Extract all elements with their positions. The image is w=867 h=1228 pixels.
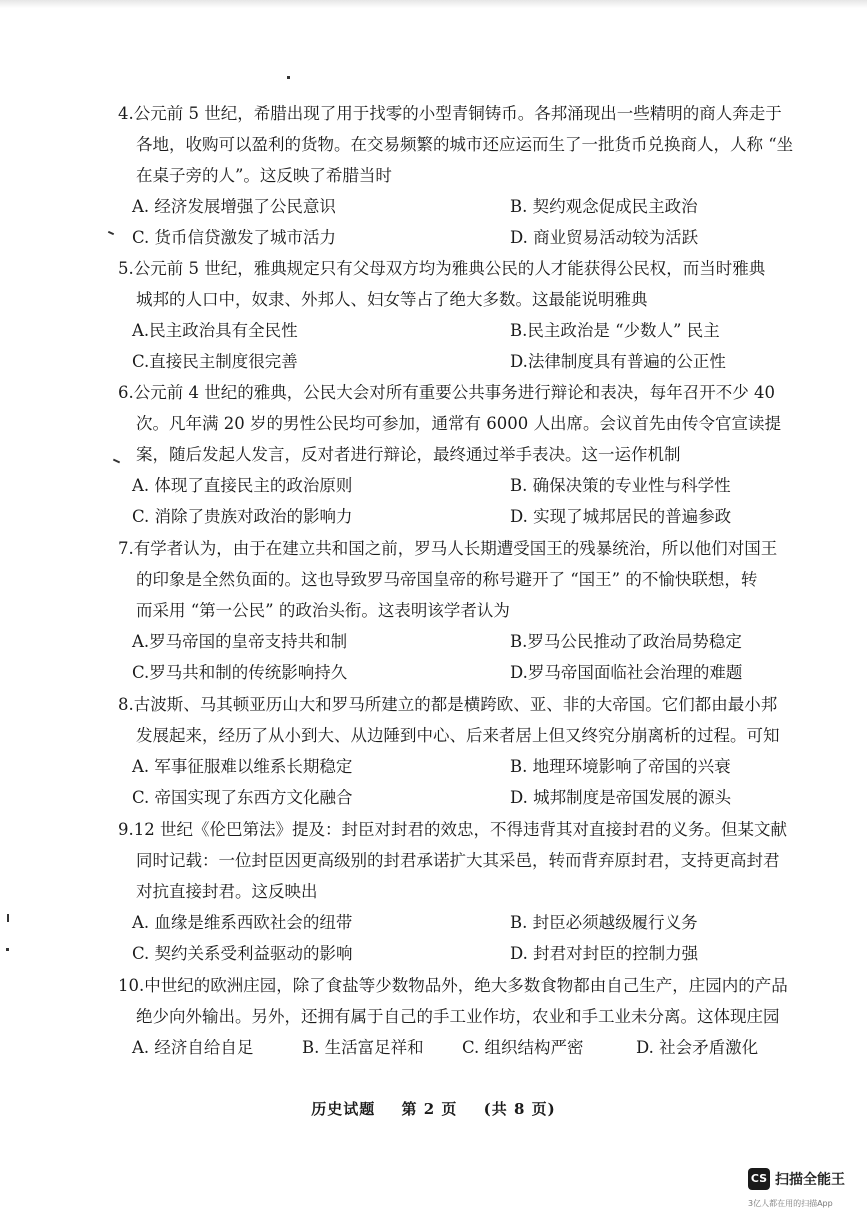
question-stem-line: 同时记载：一位封臣因更高级别的封君承诺扩大其采邑，转而背弃原封君，支持更高封君	[136, 851, 780, 870]
question-4	[118, 98, 798, 253]
options-row	[118, 907, 798, 938]
question-10	[118, 970, 798, 1063]
option-c: C. 组织结构严密	[462, 1038, 584, 1057]
option-a: A.罗马帝国的皇帝支持共和制	[132, 632, 348, 651]
options-row	[118, 191, 798, 222]
question-stem-line: 而采用 “第一公民” 的政治头衔。这表明该学者认为	[136, 601, 510, 620]
scan-edge	[0, 0, 867, 8]
question-7	[118, 533, 798, 688]
options-row	[118, 470, 798, 501]
option-a: A. 经济自给自足	[132, 1038, 254, 1057]
page-footer	[0, 1098, 867, 1119]
question-stem-line: 7.有学者认为，由于在建立共和国之前，罗马人长期遭受国王的残暴统治，所以他们对国王	[118, 539, 778, 558]
footer-page-number: 第 2 页	[401, 1100, 458, 1118]
option-a: A. 血缘是维系西欧社会的纽带	[132, 913, 353, 932]
option-a: A. 经济发展增强了公民意识	[132, 197, 336, 216]
question-stem-line: 次。凡年满 20 岁的男性公民均可参加，通常有 6000 人出席。会议首先由传令官宣读提	[136, 414, 781, 433]
question-stem-line: 8.古波斯、马其顿亚历山大和罗马所建立的都是横跨欧、亚、非的大帝国。它们都由最小邦	[118, 695, 778, 714]
option-d: D.法律制度具有普遍的公正性	[510, 352, 726, 371]
options-row	[118, 938, 798, 969]
option-d: D.罗马帝国面临社会治理的难题	[510, 663, 743, 682]
options-row	[118, 1032, 798, 1063]
question-stem-line: 各地，收购可以盈利的货物。在交易频繁的城市还应运而生了一批货币兑换商人，人称 “坐	[136, 135, 794, 154]
options-row	[118, 782, 798, 813]
option-b: B. 地理环境影响了帝国的兴衰	[510, 757, 731, 776]
footer-subject: 历史试题	[311, 1100, 376, 1118]
scan-speck	[7, 914, 9, 922]
option-b: B.民主政治是 “少数人” 民主	[510, 321, 720, 340]
option-c: C. 契约关系受利益驱动的影响	[132, 944, 353, 963]
option-c: C.罗马共和制的传统影响持久	[132, 663, 348, 682]
question-8	[118, 689, 798, 813]
question-stem-line: 在桌子旁的人”。这反映了希腊当时	[136, 166, 392, 185]
question-stem-line: 城邦的人口中，奴隶、外邦人、妇女等占了绝大多数。这最能说明雅典	[136, 290, 648, 309]
question-stem-line: 10.中世纪的欧洲庄园，除了食盐等少数物品外，绝大多数食物都由自己生产，庄园内的产品	[118, 976, 788, 995]
options-row	[118, 751, 798, 782]
scanner-tagline: 3亿人都在用的扫描App	[748, 1199, 833, 1208]
option-b: B. 契约观念促成民主政治	[510, 197, 698, 216]
question-stem-line: 4.公元前 5 世纪，希腊出现了用于找零的小型青铜铸币。各邦涌现出一些精明的商人奔走于	[118, 104, 782, 123]
options-row	[118, 501, 798, 532]
options-row	[118, 626, 798, 657]
option-d: D. 城邦制度是帝国发展的源头	[510, 788, 732, 807]
scan-speck	[287, 76, 290, 79]
scanner-watermark	[748, 1168, 858, 1218]
option-b: B. 生活富足祥和	[302, 1038, 424, 1057]
question-stem-line: 案，随后发起人发言，反对者进行辩论，最终通过举手表决。这一运作机制	[136, 445, 681, 464]
option-d: D. 封君对封臣的控制力强	[510, 944, 699, 963]
question-6	[118, 377, 798, 532]
question-stem-line: 5.公元前 5 世纪，雅典规定只有父母双方均为雅典公民的人才能获得公民权，而当时雅典	[118, 259, 766, 278]
question-stem-line: 6.公元前 4 世纪的雅典，公民大会对所有重要公共事务进行辩论和表决，每年召开不少 40	[118, 383, 775, 402]
option-a: A. 军事征服难以维系长期稳定	[132, 757, 353, 776]
question-stem-line: 9.12 世纪《伦巴第法》提及：封臣对封君的效忠，不得违背其对直接封君的义务。但某文献	[118, 820, 787, 839]
camscanner-logo-icon: CS	[748, 1168, 770, 1190]
pen-mark	[108, 231, 114, 235]
option-d: D. 实现了城邦居民的普遍参政	[510, 507, 732, 526]
option-c: C. 帝国实现了东西方文化融合	[132, 788, 353, 807]
option-d: D. 商业贸易活动较为活跃	[510, 228, 699, 247]
question-5	[118, 253, 798, 377]
question-stem-line: 发展起来，经历了从小到大、从边陲到中心、后来者居上但又终究分崩离析的过程。可知	[136, 726, 780, 745]
options-row	[118, 315, 798, 346]
option-b: B. 确保决策的专业性与科学性	[510, 476, 731, 495]
options-row	[118, 346, 798, 377]
option-a: A. 体现了直接民主的政治原则	[132, 476, 353, 495]
option-c: C. 货币信贷激发了城市活力	[132, 228, 337, 247]
footer-total-pages: (共 8 页)	[483, 1100, 556, 1118]
option-d: D. 社会矛盾激化	[636, 1038, 759, 1057]
question-9	[118, 814, 798, 969]
scan-speck	[6, 948, 9, 951]
option-a: A.民主政治具有全民性	[132, 321, 298, 340]
question-stem-line: 的印象是全然负面的。这也导致罗马帝国皇帝的称号避开了 “国王” 的不愉快联想，转	[136, 570, 758, 589]
question-stem-line: 绝少向外输出。另外，还拥有属于自己的手工业作坊，农业和手工业未分离。这体现庄园	[136, 1007, 780, 1026]
question-stem-line: 对抗直接封君。这反映出	[136, 882, 318, 901]
option-b: B. 封臣必须越级履行义务	[510, 913, 698, 932]
option-b: B.罗马公民推动了政治局势稳定	[510, 632, 742, 651]
options-row	[118, 222, 798, 253]
option-c: C. 消除了贵族对政治的影响力	[132, 507, 353, 526]
scanner-app-name: 扫描全能王	[775, 1172, 845, 1188]
option-c: C.直接民主制度很完善	[132, 352, 298, 371]
options-row	[118, 657, 798, 688]
